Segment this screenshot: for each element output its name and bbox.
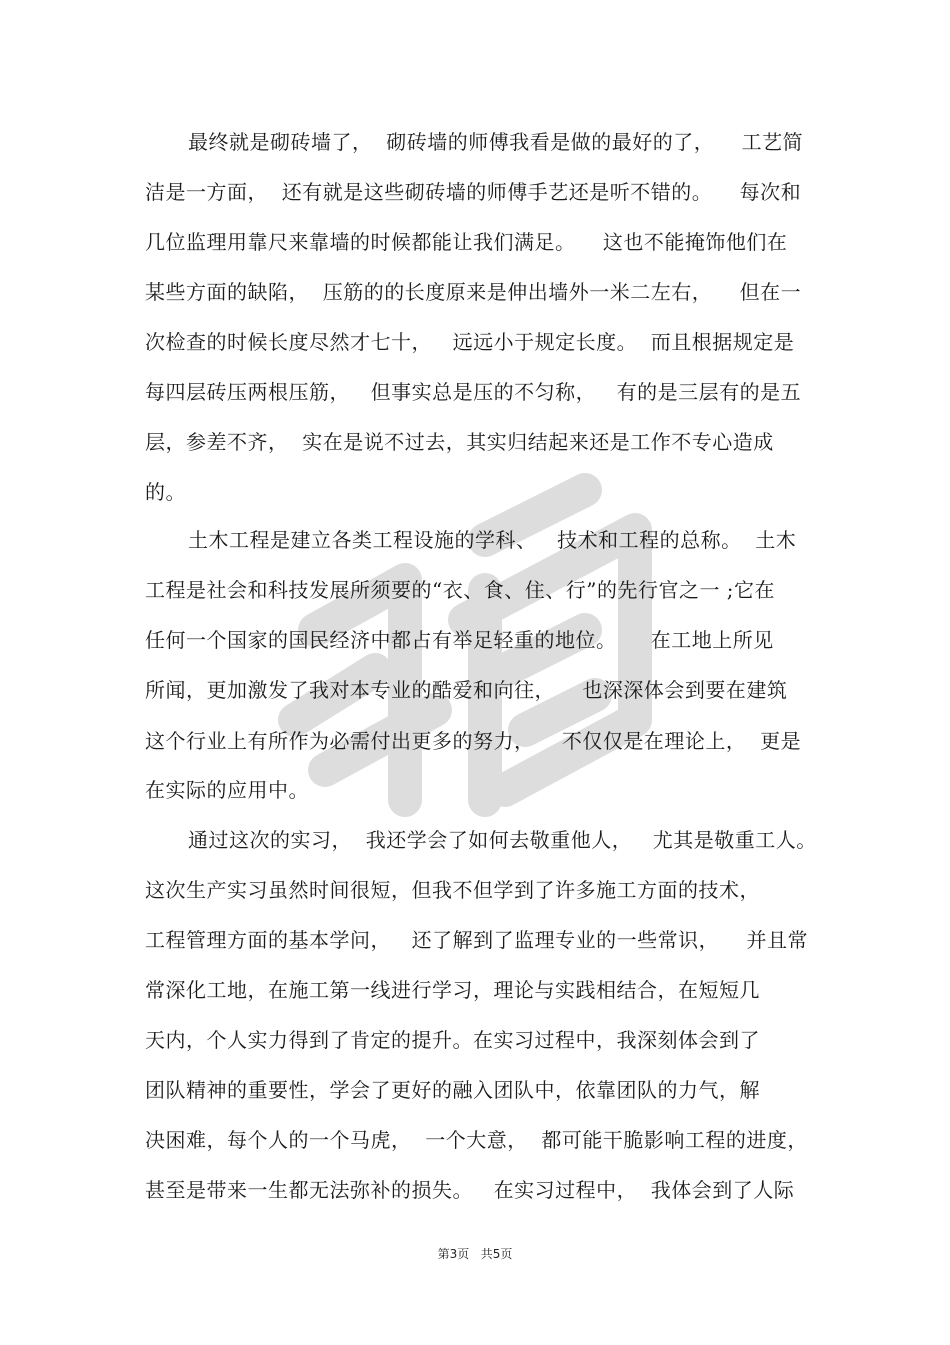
text-line: 任何一个国家的国民经济中都占有举足轻重的地位。 在工地上所见: [145, 628, 774, 652]
text-line: 次检查的时候长度尽然才七十， 远远小于规定长度。 而且根据规定是: [145, 330, 795, 354]
text-line: 通过这次的实习， 我还学会了如何去敬重他人， 尤其是敬重工人。: [188, 828, 817, 852]
text-line: 的。: [145, 480, 186, 504]
text-line: 最终就是砌砖墙了， 砌砖墙的师傅我看是做的最好的了， 工艺简: [188, 130, 804, 154]
text-line: 洁是一方面， 还有就是这些砌砖墙的师傅手艺还是听不错的。 每次和: [145, 180, 802, 204]
text-line: 团队精神的重要性，学会了更好的融入团队中，依靠团队的力气，解: [145, 1078, 760, 1102]
text-line: 在实际的应用中。: [145, 778, 309, 802]
page-number-footer: 第3页 共5页: [437, 1247, 513, 1261]
text-line: 所闻，更加激发了我对本专业的酷爱和向往， 也深深体会到要在建筑: [145, 678, 788, 702]
text-line: 工程管理方面的基本学问， 还了解到了监理专业的一些常识， 并且常: [145, 928, 809, 952]
text-line: 这个行业上有所作为必需付出更多的努力， 不仅仅是在理论上， 更是: [145, 729, 802, 753]
text-line: 土木工程是建立各类工程设施的学科、 技术和工程的总称。 土木: [188, 528, 797, 552]
text-line: 常深化工地，在施工第一线进行学习，理论与实践相结合，在短短几: [145, 978, 760, 1002]
text-line: 决困难，每个人的一个马虎， 一个大意， 都可能干脆影响工程的进度，: [145, 1128, 808, 1152]
text-line: 天内，个人实力得到了肯定的提升。在实习过程中，我深刻体会到了: [145, 1028, 760, 1052]
text-line: 工程是社会和科技发展所须要的“衣、食、住、行”的先行官之一 ;它在: [145, 578, 776, 602]
text-line: 这次生产实习虽然时间很短，但我不但学到了许多施工方面的技术，: [145, 878, 760, 902]
text-line: 层，参差不齐， 实在是说不过去，其实归结起来还是工作不专心造成: [145, 430, 774, 454]
text-line: 甚至是带来一生都无法弥补的损失。 在实习过程中， 我体会到了人际: [145, 1178, 795, 1202]
text-line: 每四层砖压两根压筋， 但事实总是压的不匀称， 有的是三层有的是五: [145, 380, 802, 404]
text-line: 某些方面的缺陷， 压筋的的长度原来是伸出墙外一米二左右， 但在一: [145, 280, 802, 304]
text-line: 几位监理用靠尺来靠墙的时候都能让我们满足。 这也不能掩饰他们在: [145, 230, 788, 254]
